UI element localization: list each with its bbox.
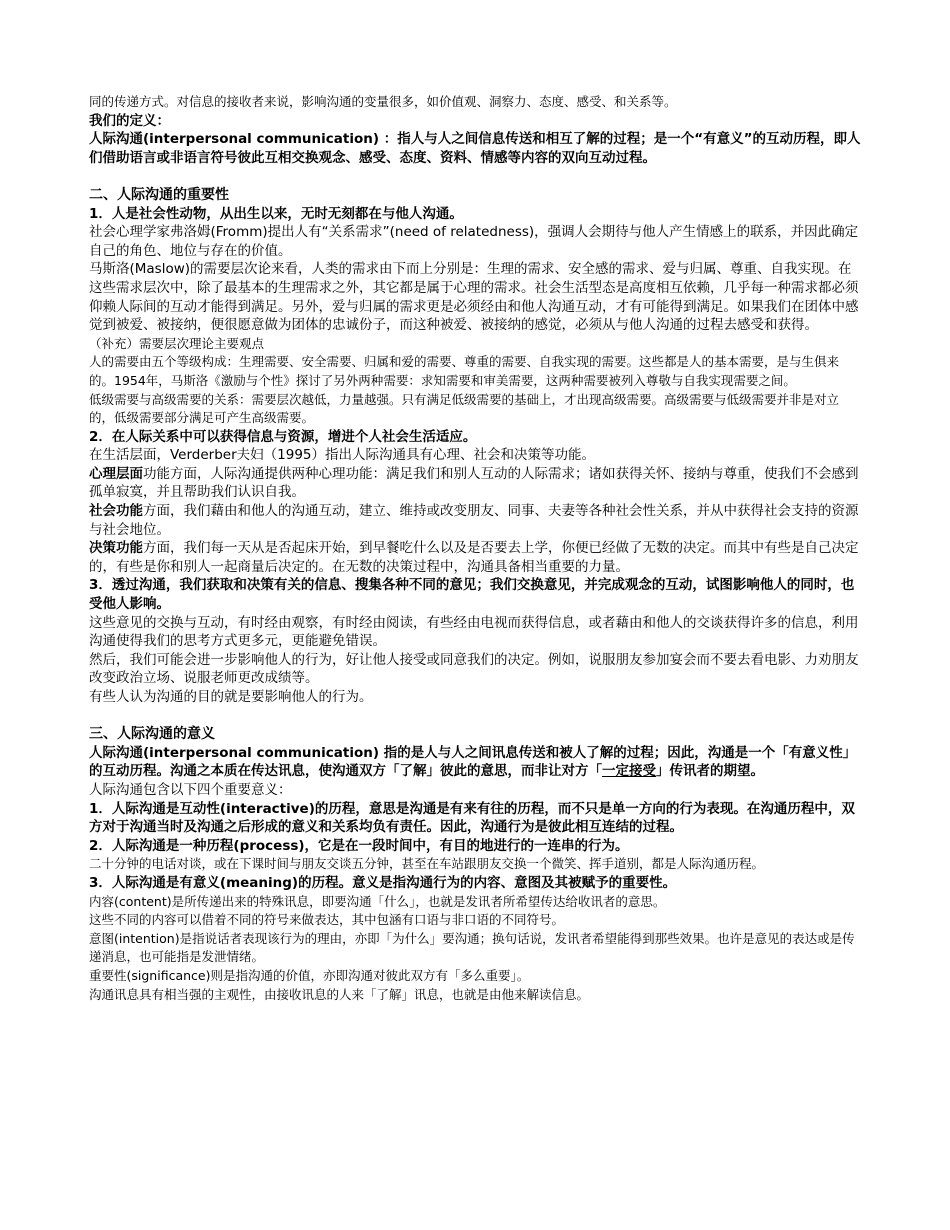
- content-symbols-paragraph: 这些不同的内容可以借着不同的符号来做表达，其中包涵有口语与非口语的不同符号。: [89, 912, 565, 928]
- purpose-paragraph: 有些人认为沟通的目的就是要影响他人的行为。: [89, 689, 373, 705]
- our-definition-label: 我们的定义：: [89, 112, 170, 129]
- paragraph-intro: 同的传递方式。对信息的接收者来说，影响沟通的变量很多，如价值观、洞察力、态度、感受、和关系等。: [89, 94, 677, 109]
- meaning-definition-a: 人际沟通(interpersonal communication) 指的是人与人之间讯息传送和被人了解的过程；因此，沟通是一个「有意义性」的互动历程。沟通之本质在传达讯息，使沟通双方「了解」彼此的意思，而非让对方「: [89, 744, 857, 780]
- meaning-definition-paragraph: [89, 744, 861, 781]
- four-meanings-intro: 人际沟通包含以下四个重要意义：: [89, 781, 292, 798]
- fromm-paragraph: 社会心理学家弗洛姆(Fromm)提出人有“关系需求”(need of relatedness)，强调人会期待与他人产生情感上的联系，并因此确定自己的角色、地位与存在的价值。: [89, 224, 859, 259]
- decision-function-paragraph: [89, 539, 861, 576]
- decision-label: 决策功能: [89, 540, 143, 557]
- maslow-paragraph: 马斯洛(Maslow)的需要层次论来看，人类的需求由下而上分别是：生理的需求、安全感的需求、爱与归属、尊重、自我实现。在这些需求层次中，除了最基本的生理需求之外，其它都是属于心理的需求。社会生活型态是高度相互依赖，几乎每一种需求都必须仰赖人际间的互动才能得到满足。另外，爱与归属的需求更是必须经由和他人沟通互动，才有可能得到满足。如果我们在团体中感觉到被爱、被接纳，便很愿意做为团体的忠诚份子，而这种被爱、被接纳的感觉，必须从与他人沟通的过程去感受和获得。: [89, 261, 859, 334]
- meaning-definition-underlined: 一定接受: [602, 763, 656, 780]
- psychological-label: 心理层面: [89, 465, 143, 482]
- supplement-paragraph-2: 低级需要与高级需要的关系：需要层次越低，力量越强。只有满足低级需要的基础上，才出现高级需要。高级需要与低级需要并非是对立的，低级需要部分满足可产生高级需要。: [89, 391, 840, 426]
- social-function-paragraph: [89, 502, 861, 539]
- point-1-heading: 1．人是社会性动物，从出生以来，无时无刻都在与他人沟通。: [89, 205, 463, 222]
- supplement-heading: （补充）需要层次理论主要观点: [89, 335, 265, 351]
- point-2-heading: 2．在人际关系中可以获得信息与资源，增进个人社会生活适应。: [89, 428, 477, 445]
- influence-paragraph: 然后，我们可能会进一步影响他人的行为，好让他人接受或同意我们的决定。例如，说服朋友参加宴会而不要去看电影、力劝朋友改变政治立场、说服老师更改成绩等。: [89, 651, 859, 687]
- point-3-heading: 3．透过沟通，我们获取和决策有关的信息、搜集各种不同的意见；我们交换意见，并完成观念的互动，试图影响他人的同时，也受他人影响。: [89, 577, 855, 613]
- decision-text: 方面，我们每一天从是否起床开始，到早餐吃什么以及是否要去上学，你便已经做了无数的决定。而其中有些是自己决定的，有些是你和别人一起商量后决定的。在无数的决策过程中，沟通具备相当重要的力量。: [89, 540, 859, 575]
- spacer: [89, 167, 861, 186]
- meaning-1: 1．人际沟通是互动性(interactive)的历程，意思是沟通是有来有往的历程，而不只是单一方向的行为表现。在沟通历程中，双方对于沟通当时及沟通之后形成的意义和关系均负有责任。因此，沟通行为是彼此相互连结的过程。: [89, 800, 855, 836]
- definition-paragraph: 人际沟通(interpersonal communication) ：指人与人之间信息传送和相互了解的过程；是一个“有意义”的互动历程，即人们借助语言或非语言符号彼此互相交换观念、感受、态度、资料、情感等内容的双向互动过程。: [89, 131, 861, 166]
- intention-paragraph: 意图(intention)是指说话者表现该行为的理由，亦即「为什么」要沟通；换句话说，发讯者希望能得到那些效果。也许是意见的表达或是传递消息，也可能指是发泄情绪。: [89, 930, 855, 965]
- meaning-3: 3．人际沟通是有意义(meaning)的历程。意义是指沟通行为的内容、意图及其被赋予的重要性。: [89, 874, 677, 891]
- meaning-2-example: 二十分钟的电话对谈，或在下课时间与朋友交谈五分钟，甚至在车站跟朋友交换一个微笑、挥手道别，都是人际沟通历程。: [89, 856, 765, 872]
- section-2-heading: 二、人际沟通的重要性: [89, 186, 229, 203]
- exchange-paragraph: 这些意见的交换与互动，有时经由观察，有时经由阅读，有些经由电视而获得信息，或者藉由和他人的交谈获得许多的信息，利用沟通使得我们的思考方式更多元，更能避免错误。: [89, 614, 859, 650]
- meaning-definition-b: 」传讯者的期望。: [656, 763, 764, 780]
- spacer: [89, 707, 861, 726]
- meaning-2: 2．人际沟通是一种历程(process)，它是在一段时间中，有目的地进行的一连串的行为。: [89, 837, 629, 854]
- document-page: [89, 93, 861, 1004]
- social-text: 方面，我们藉由和他人的沟通互动，建立、维持或改变朋友、同事、夫妻等各种社会性关系，并从中获得社会支持的资源与社会地位。: [89, 503, 859, 538]
- supplement-paragraph-1: 人的需要由五个等级构成：生理需要、安全需要、归属和爱的需要、尊重的需要、自我实现的需要。这些都是人的基本需要，是与生俱来的。1954年，马斯洛《激励与个性》探讨了另外两种需要：求知需要和审美需要，这两种需要被列入尊敬与自我实现需要之间。: [89, 354, 840, 388]
- significance-paragraph: 重要性(significance)则是指沟通的价值，亦即沟通对彼此双方有「多么重要」。: [89, 967, 530, 983]
- section-3-heading: 三、人际沟通的意义: [89, 726, 215, 743]
- verderber-paragraph: 在生活层面，Verderber夫妇（1995）指出人际沟通具有心理、社会和决策等功能。: [89, 447, 596, 464]
- subjectivity-paragraph: 沟通讯息具有相当强的主观性，由接收讯息的人来「了解」讯息，也就是由他来解读信息。: [89, 986, 590, 1002]
- psychological-text: 功能方面，人际沟通提供两种心理功能：满足我们和别人互动的人际需求；诸如获得关怀、接纳与尊重，使我们不会感到孤单寂寞，并且帮助我们认识自我。: [89, 465, 859, 501]
- psychological-function-paragraph: [89, 465, 861, 502]
- social-label: 社会功能: [89, 503, 143, 520]
- content-paragraph: 内容(content)是所传递出来的特殊讯息，即要沟通「什么」，也就是发讯者所希望传达给收讯者的意思。: [89, 893, 666, 909]
